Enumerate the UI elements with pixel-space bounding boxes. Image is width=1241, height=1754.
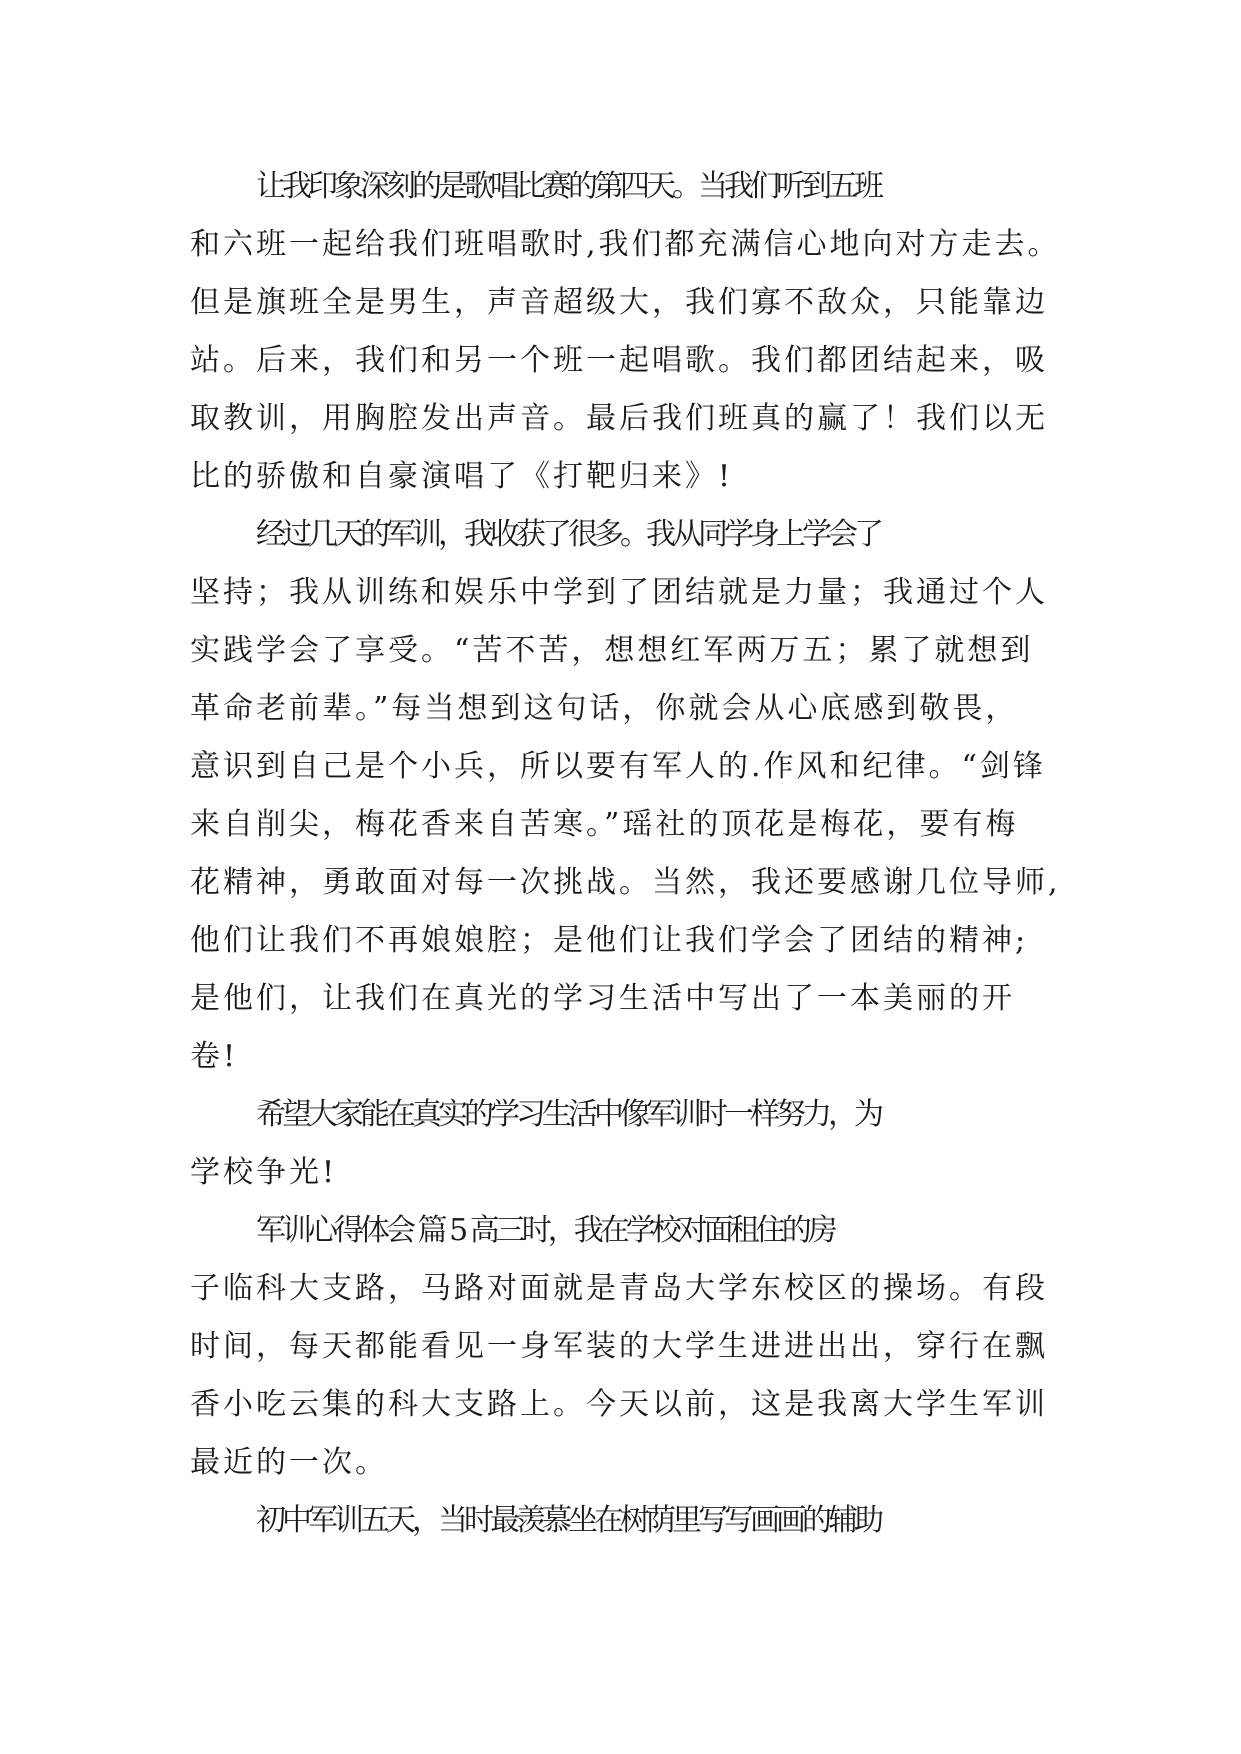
text-line: 初中军训五天，当时最羡慕坐在树荫里写写画画的辅助 xyxy=(256,1503,880,1538)
text-line: 他们让我们不再娘娘腔；是他们让我们学会了团结的精神; xyxy=(190,923,1029,958)
text-line: 卷! xyxy=(190,1039,239,1074)
text-line: 但是旗班全是男生，声音超级大，我们寡不敌众，只能靠边 xyxy=(190,285,1048,320)
text-line: 是他们，让我们在真光的学习生活中写出了一本美丽的开 xyxy=(190,981,1015,1016)
text-line: 比的骄傲和自豪演唱了《打靶归来》! xyxy=(190,459,734,494)
text-line: 取教训，用胸腔发出声音。最后我们班真的赢了！我们以无 xyxy=(190,401,1048,436)
text-line: 意识到自己是个小兵，所以要有军人的.作风和纪律。“剑锋 xyxy=(190,749,1046,784)
text-line: 子临科大支路，马路对面就是青岛大学东校区的操场。有段 xyxy=(190,1271,1048,1306)
text-line: 坚持；我从训练和娱乐中学到了团结就是力量；我通过个人 xyxy=(190,575,1048,610)
text-line: 实践学会了享受。“苦不苦，想想红军两万五；累了就想到 xyxy=(190,633,1034,668)
text-line: 花精神，勇敢面对每一次挑战。当然，我还要感谢几位导师, xyxy=(190,865,1061,900)
text-line: 最近的一次。 xyxy=(190,1445,388,1480)
text-line: 希望大家能在真实的学习生活中像军训时一样努力，为 xyxy=(256,1097,880,1132)
body-text xyxy=(190,158,1090,1550)
text-line: 革命老前辈。”每当想到这句话，你就会从心底感到敬畏， xyxy=(190,691,1019,726)
text-line: 学校争光! xyxy=(190,1155,338,1190)
text-line: 时间，每天都能看见一身军装的大学生进进出出，穿行在飘 xyxy=(190,1329,1048,1364)
text-line: 军训心得体会 篇 5 高三时，我在学校对面租住的房 xyxy=(256,1213,834,1248)
text-line: 站。后来，我们和另一个班一起唱歌。我们都团结起来，吸 xyxy=(190,343,1048,378)
text-line: 香小吃云集的科大支路上。今天以前，这是我离大学生军训 xyxy=(190,1387,1048,1422)
text-line: 来自削尖，梅花香来自苦寒。”瑶社的顶花是梅花，要有梅 xyxy=(190,807,1019,842)
text-line: 让我印象深刻的是歌唱比赛的第四天。当我们听到五班 xyxy=(256,169,880,204)
text-line: 和六班一起给我们班唱歌时,我们都充满信心地向对方走去。 xyxy=(190,227,1061,262)
text-line: 经过几天的军训，我收获了很多。我从同学身上学会了 xyxy=(256,517,880,552)
